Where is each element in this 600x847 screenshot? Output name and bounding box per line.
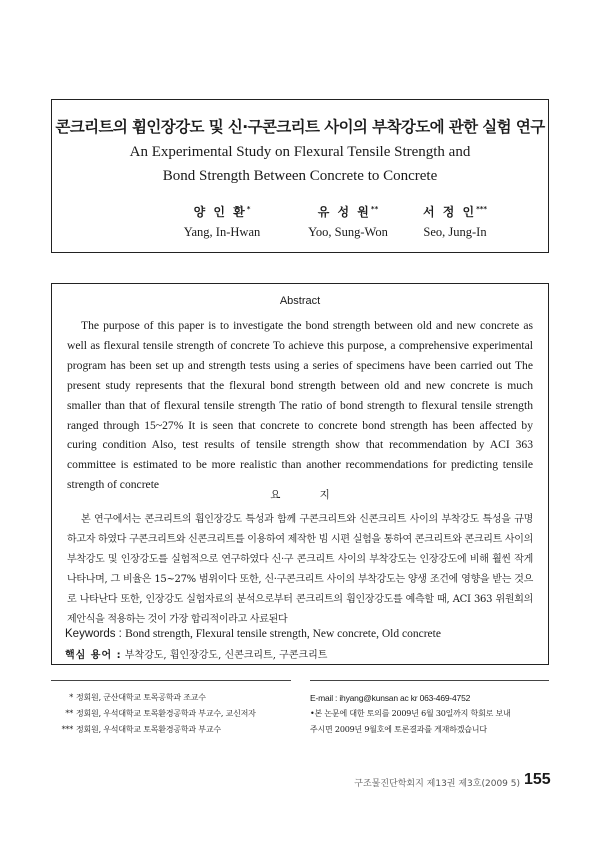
keywords-english — [65, 628, 441, 640]
keywords-english-label: Keywords : — [65, 628, 122, 640]
footnote-text: 정회원, 군산대학교 토목공학과 조교수 — [76, 693, 206, 702]
author-2-en: Yoo, Sung-Won — [308, 225, 388, 239]
footnote-mark: * — [69, 693, 73, 702]
footnotes-contact — [310, 690, 549, 738]
footnote-text: 정회원, 우석대학교 토목환경공학과 부교수 — [76, 725, 221, 734]
author-3-mark: *** — [476, 205, 488, 213]
author-2-kr: 유 성 원 — [317, 205, 371, 219]
footnote-rule-left — [51, 680, 291, 681]
author-1-kr: 양 인 환 — [193, 205, 247, 219]
title-english-line2: Bond Strength Between Concrete to Concrete — [162, 168, 438, 184]
footnote-rule-right — [310, 680, 549, 681]
keywords-korean-value: 부착강도, 휨인장강도, 신콘크리트, 구콘크리트 — [124, 650, 328, 661]
author-3 — [385, 203, 525, 240]
korean-abstract-heading: 요 지 — [270, 489, 348, 501]
footnote-item — [51, 706, 301, 722]
footnote-mark: ** — [65, 709, 73, 718]
author-1-en: Yang, In-Hwan — [183, 225, 261, 239]
korean-abstract-text: 본 연구에서는 콘크리트의 휨인장강도 특성과 함께 구콘크리트와 신콘크리트 사이의 부착강도 특성을 규명하고자 하였다 구콘크리트와 신콘크리트를 이용하여 제작한 빔 시편 실험을 통하여 콘크리트와 콘크리트 사이의 부착강도 및 인장강도를 실험적으로 연구하였다 신·구 콘크리트 사이의 부착강도는 인장강도에 비해 훨씬 작게 나타나며, 그 비율은 15~27% 범위이다 또한, 신·구콘크리트 사이의 부착강도는 양생 조건에 영향을 받는 것으로 나타난다 또한, 인장강도 실험자료의 분석으로부터 콘크리트의 휨인장강도를 예측할 때, ACI 363 위원회의 제안식을 적용하는 것이 가장 합리적이라고 사료된다 — [67, 514, 533, 625]
footnote-text: 정회원, 우석대학교 토목환경공학과 부교수, 교신저자 — [76, 709, 256, 718]
discussion-note-line1: •본 논문에 대한 토의를 2009년 6월 30일까지 학회로 보내 — [310, 709, 511, 718]
author-1 — [152, 203, 292, 240]
discussion-note-line2: 주시면 2009년 9월호에 토론결과를 게재하겠습니다 — [310, 725, 487, 734]
abstract-text: The purpose of this paper is to investigate the bond strength between old and new concrete as well as flexural tensile strength of concrete To achieve this purpose, a comprehensive experimental program has been set up and strength tests using a series of specimens have been carried out The present study represents that the flexural bond strength between old and new concrete is much smaller than that of flexural tensile strength The ratio of bond strength to flexural tensile strength ranged through 15~27% It is seen that concrete to concrete bond strength has been affected by curing condition Also, test results of tensile strength show that recommendation by ACI 363 committee is estimated to be more realistic than another recommendations for predicting tensile strength of concrete — [67, 319, 533, 492]
page-number: 155 — [524, 771, 551, 788]
author-2-mark: ** — [370, 205, 379, 213]
keywords-english-value: Bond strength, Flexural tensile strength, New concrete, Old concrete — [125, 628, 441, 640]
author-3-kr: 서 정 인 — [422, 205, 477, 219]
footnotes-affiliations — [51, 690, 301, 738]
contact-email: E-mail : ihyang@kunsan ac kr 063-469-4752 — [310, 693, 471, 703]
keywords-korean-label: 핵심 용어 : — [65, 650, 122, 661]
author-1-mark: * — [246, 205, 251, 213]
author-3-en: Seo, Jung-In — [423, 225, 487, 239]
footnote-item — [51, 722, 301, 738]
abstract-box — [51, 283, 549, 665]
abstract-heading: Abstract — [279, 295, 321, 307]
keywords-korean — [65, 646, 327, 661]
title-box — [51, 99, 549, 253]
title-english-line1: An Experimental Study on Flexural Tensile Strength and — [129, 144, 471, 160]
title-korean: 콘크리트의 휨인장강도 및 신·구콘크리트 사이의 부착강도에 관한 실험 연구 — [55, 118, 545, 136]
footnote-item — [51, 690, 301, 706]
footnote-mark: *** — [61, 725, 73, 734]
journal-citation: 구조물진단학회지 제13권 제3호(2009 5) — [354, 779, 520, 789]
